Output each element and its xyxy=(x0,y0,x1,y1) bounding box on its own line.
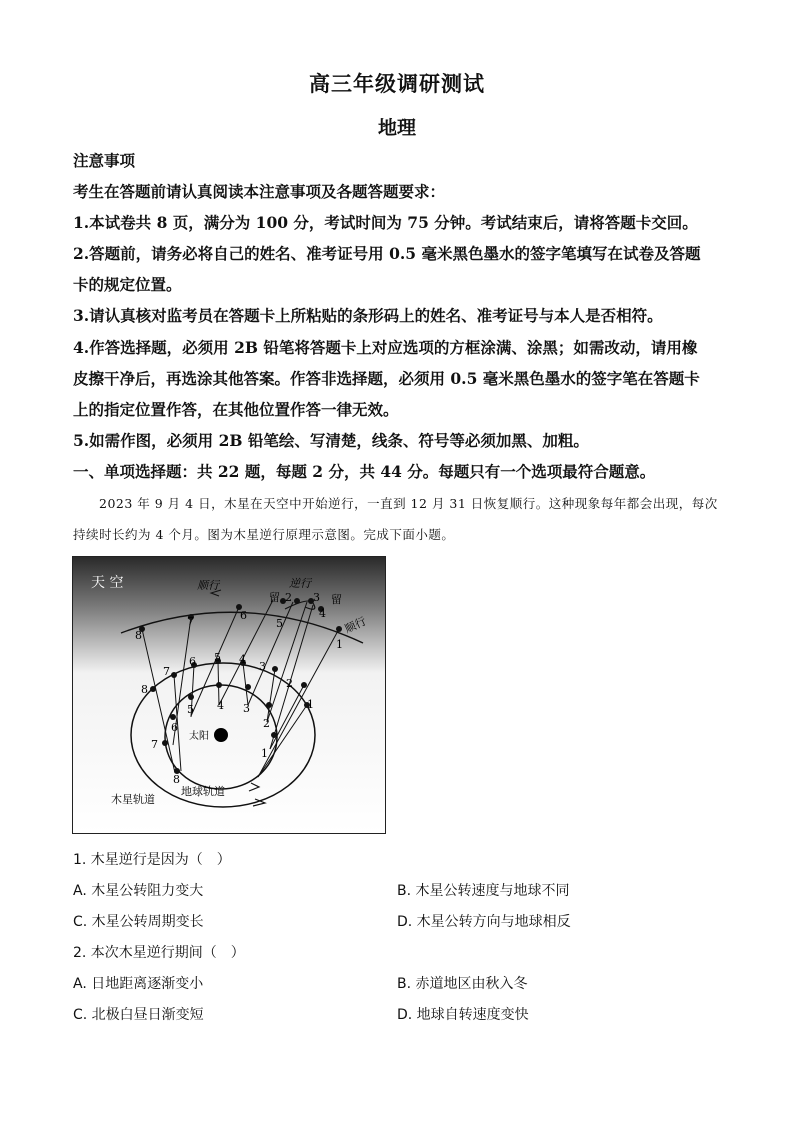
liu-right-label: 留 xyxy=(331,593,342,606)
svg-text:3: 3 xyxy=(313,591,320,604)
jupiter-orbit-label: 木星轨道 xyxy=(111,793,155,806)
svg-text:3: 3 xyxy=(243,702,250,715)
q1-option-d[interactable]: D. 木星公转方向与地球相反 xyxy=(397,914,571,930)
notice-item-4-cont2: 上的指定位置作答，在其他位置作答一律无效。 xyxy=(73,400,399,419)
svg-text:7: 7 xyxy=(187,615,194,628)
exam-subject: 地理 xyxy=(377,117,416,139)
svg-text:1: 1 xyxy=(307,698,314,711)
question-2-stem: 2. 本次木星逆行期间（ ） xyxy=(73,945,245,961)
svg-text:6: 6 xyxy=(240,609,247,622)
shunxing-left-label: 顺行 xyxy=(197,579,219,592)
q1-option-a[interactable]: A. 木星公转阻力变大 xyxy=(73,883,204,899)
earth-orbit-label: 地球轨道 xyxy=(181,785,225,798)
svg-text:2: 2 xyxy=(286,677,293,690)
notice-item-3: 3.请认真核对监考员在答题卡上所粘贴的条形码上的姓名、准考证号与本人是否相符。 xyxy=(73,306,663,325)
jupiter-retrograde-diagram xyxy=(72,556,386,834)
notice-item-4-cont: 皮擦干净后，再选涂其他答案。作答非选择题，必须用 0.5 毫米黑色墨水的签字笔在答题卡 xyxy=(73,369,700,388)
svg-text:4: 4 xyxy=(239,653,246,666)
notice-item-2-cont: 卡的规定位置。 xyxy=(73,275,182,294)
svg-text:2: 2 xyxy=(285,591,292,604)
q1-option-b[interactable]: B. 木星公转速度与地球不同 xyxy=(397,883,570,899)
svg-text:8: 8 xyxy=(141,683,148,696)
section-heading: 一、单项选择题：共 22 题，每题 2 分，共 44 分。每题只有一个选项最符合题意。 xyxy=(73,462,656,481)
svg-text:7: 7 xyxy=(151,738,158,751)
q2-option-a[interactable]: A. 日地距离逐渐变小 xyxy=(73,976,204,992)
svg-text:1: 1 xyxy=(336,638,343,651)
svg-text:6: 6 xyxy=(171,721,178,734)
svg-text:7: 7 xyxy=(163,665,170,678)
exam-title: 高三年级调研测试 xyxy=(309,71,485,96)
question-1-stem: 1. 木星逆行是因为（ ） xyxy=(73,852,231,868)
q2-option-c[interactable]: C. 北极白昼日渐变短 xyxy=(73,1007,204,1023)
notice-item-4: 4.作答选择题，必须用 2B 铅笔将答题卡上对应选项的方框涂满、涂黑；如需改动，请用橡 xyxy=(73,338,698,357)
shunxing-right-label: 顺行 xyxy=(342,614,369,636)
svg-text:2: 2 xyxy=(263,717,270,730)
svg-text:4: 4 xyxy=(319,607,326,620)
q1-option-c[interactable]: C. 木星公转周期变长 xyxy=(73,914,204,930)
q2-option-d[interactable]: D. 地球自转速度变快 xyxy=(397,1007,529,1023)
nixing-label: 逆行 xyxy=(289,577,311,590)
svg-text:5: 5 xyxy=(214,651,221,664)
svg-text:1: 1 xyxy=(261,747,268,760)
svg-text:5: 5 xyxy=(276,617,283,630)
notice-item-1: 1.本试卷共 8 页，满分为 100 分，考试时间为 75 分钟。考试结束后，请将答题卡交回。 xyxy=(73,213,698,232)
passage-text: 2023 年 9 月 4 日，木星在天空中开始逆行，一直到 12 月 31 日恢复顺行。这种现象每年都会出现，每次持续时长约为 4 个月。图为木星逆行原理示意图。完成下面小题。 xyxy=(73,496,718,542)
svg-text:8: 8 xyxy=(173,773,180,786)
sun-label: 太阳 xyxy=(189,731,209,742)
notice-item-2: 2.答题前，请务必将自己的姓名、准考证号用 0.5 毫米黑色墨水的签字笔填写在试卷及答题 xyxy=(73,244,701,263)
svg-text:5: 5 xyxy=(187,703,194,716)
q2-option-b[interactable]: B. 赤道地区由秋入冬 xyxy=(397,976,528,992)
sun-icon xyxy=(214,728,228,742)
svg-text:4: 4 xyxy=(217,699,224,712)
svg-text:8: 8 xyxy=(135,629,142,642)
svg-text:6: 6 xyxy=(189,655,196,668)
notice-heading: 注意事项 xyxy=(73,151,136,170)
notice-item-5: 5.如需作图，必须用 2B 铅笔绘、写清楚，线条、符号等必须加黑、加粗。 xyxy=(73,431,589,450)
liu-left-label: 留 xyxy=(269,591,280,604)
svg-text:3: 3 xyxy=(259,660,266,673)
notice-intro: 考生在答题前请认真阅读本注意事项及各题答题要求： xyxy=(73,182,446,201)
sky-label: 天 空 xyxy=(91,575,124,591)
